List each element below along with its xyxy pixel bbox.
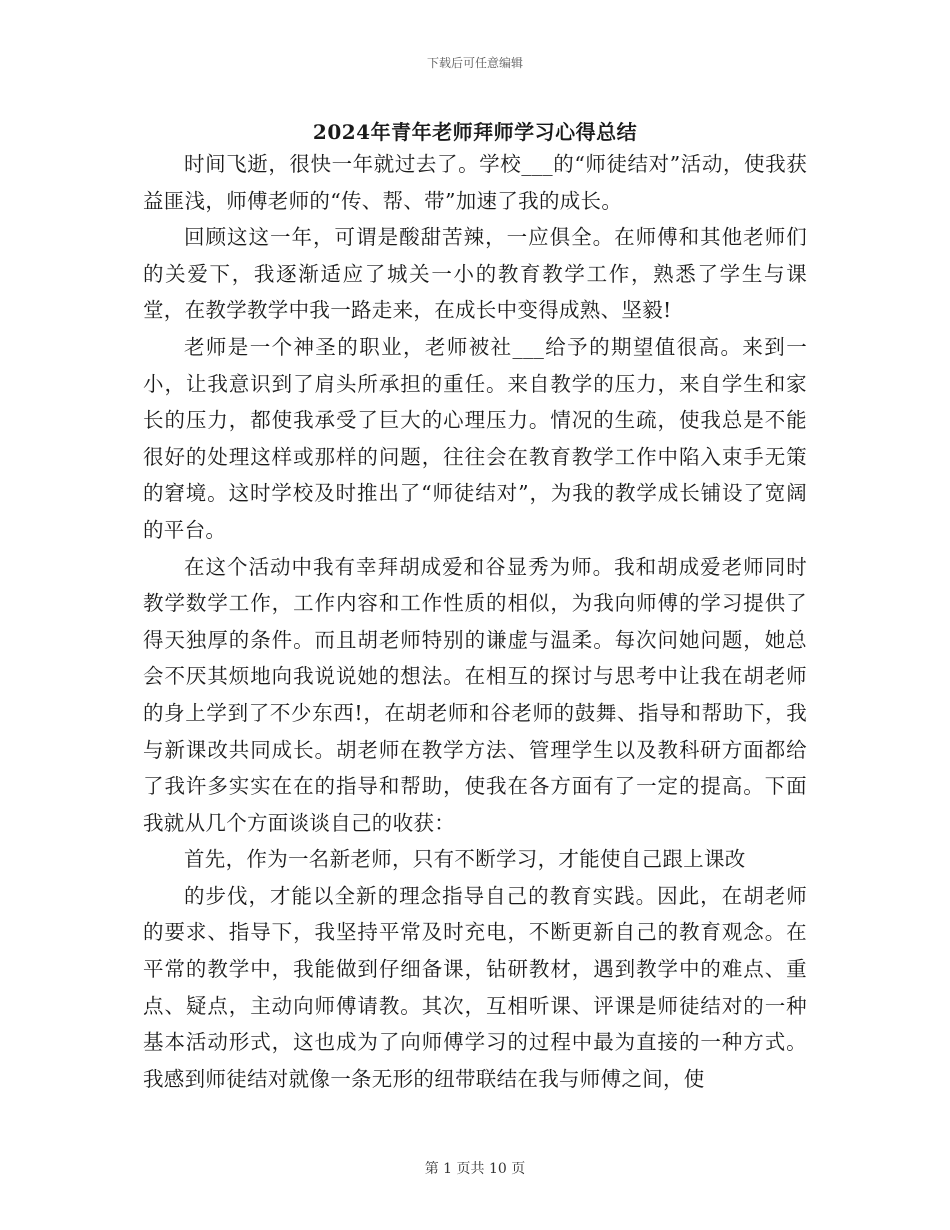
paragraph: 时间飞逝，很快一年就过去了。学校___的“师徒结对”活动，使我获益匪浅，师傅老师的“传、帮、带”加速了我的成长。 — [143, 152, 807, 213]
paragraph: 首先，作为一名新老师，只有不断学习，才能使自己跟上课改 — [184, 847, 746, 872]
page-footer: 第 1 页共 10 页 — [424, 1161, 526, 1177]
paragraph: 在这个活动中我有幸拜胡成爱和谷显秀为师。我和胡成爱老师同时教学数学工作，工作内容和工作性质的相似，为我向师傅的学习提供了得天独厚的条件。而且胡老师特别的谦虚与温柔。每次问她问题，她总会不厌其烦地向我说说她的想法。在相互的探讨与思考中让我在胡老师的身上学到了不少东西!，在胡老师和谷老师的鼓舞、指导和帮助下，我与新课改共同成长。胡老师在教学方法、管理学生以及教科研方面都给了我许多实实在在的指导和帮助，使我在各方面有了一定的提高。下面我就从几个方面谈谈自己的收获： — [143, 554, 807, 835]
header-note: 下载后可任意编辑 — [426, 56, 523, 70]
document-title: 2024年青年老师拜师学习心得总结 — [312, 120, 638, 144]
paragraph: 的步伐，才能以全新的理念指导自己的教育实践。因此，在胡老师的要求、指导下，我坚持平常及时充电，不断更新自己的教育观念。在平常的教学中，我能做到仔细备课，钻研教材，遇到教学中的难点、重点、疑点，主动向师傅请教。其次，互相听课、评课是师徒结对的一种基本活动形式，这也成为了向师傅学习的过程中最为直接的一种方式。我感到师徒结对就像一条无形的纽带联结在我与师傅之间，使 — [143, 883, 807, 1091]
paragraph: 回顾这这一年，可谓是酸甜苦辣，一应俱全。在师傅和其他老师们的关爱下，我逐渐适应了城关一小的教育教学工作，熟悉了学生与课堂，在教学教学中我一路走来，在成长中变得成熟、坚毅! — [143, 225, 807, 323]
document-body — [143, 146, 807, 1097]
paragraph: 老师是一个神圣的职业，老师被社___给予的期望值很高。来到一小，让我意识到了肩头所承担的重任。来自教学的压力，来自学生和家长的压力，都使我承受了巨大的心理压力。情况的生疏，使我总是不能很好的处理这样或那样的问题，往往会在教育教学工作中陷入束手无策的窘境。这时学校及时推出了“师徒结对”，为我的教学成长铺设了宽阔的平台。 — [143, 334, 807, 542]
